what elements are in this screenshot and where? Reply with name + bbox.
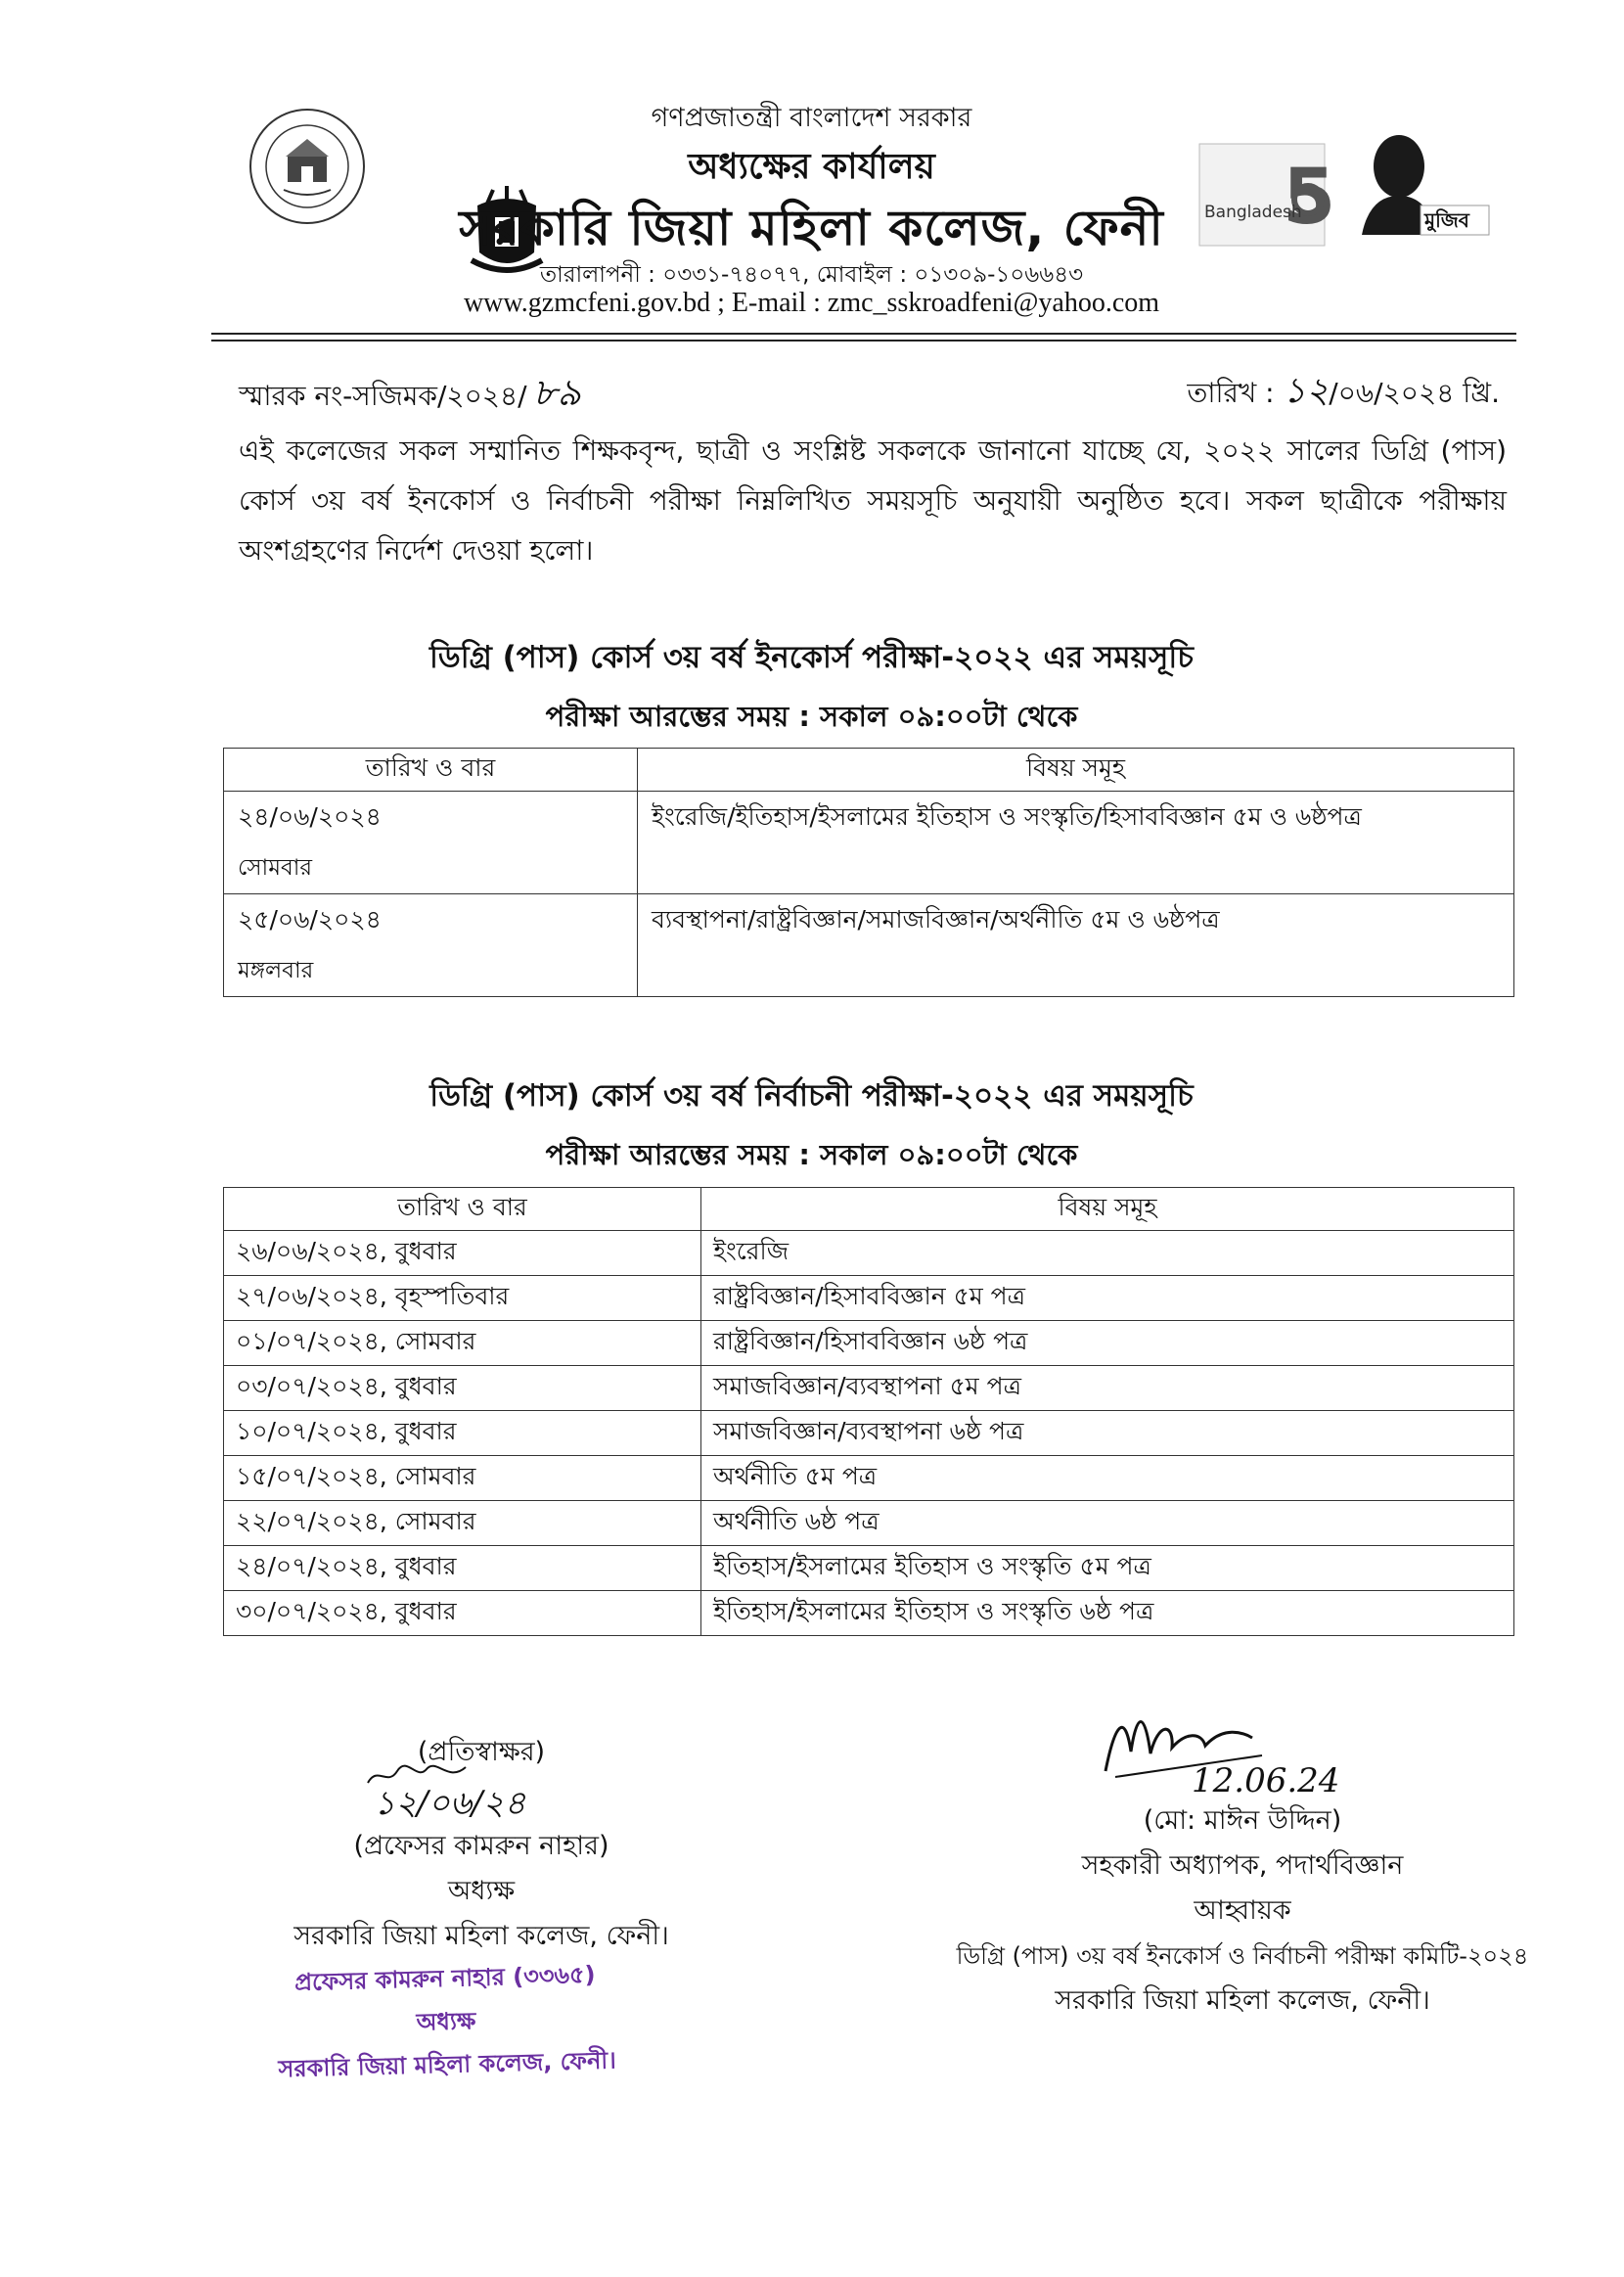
day-text: সোমবার	[238, 855, 313, 881]
contact-phone: তারালাপনী : ০৩৩১-৭৪০৭৭, মোবাইল : ০১৩০৯-১০৬৬৪৩	[539, 262, 1084, 288]
date-cell	[224, 792, 638, 894]
table-row	[224, 1591, 1514, 1636]
svg-text:মুজিব: মুজিব	[1424, 208, 1469, 232]
table-row	[224, 1546, 1514, 1591]
committee-name: ডিগ্রি (পাস) ৩য় বর্ষ ইনকোর্স ও নির্বাচনী পরীক্ষা কমিটি-২০২৪	[956, 1942, 1529, 1970]
principal-name: (প্রফেসর কামরুন নাহার)	[353, 1831, 609, 1861]
table-row	[224, 1366, 1514, 1411]
memo-date	[1187, 364, 1500, 423]
date-cell: ০১/০৭/২০২৪, সোমবার	[224, 1321, 701, 1366]
date-cell: ২৭/০৬/২০২৪, বৃহস্পতিবার	[224, 1276, 701, 1321]
svg-text:Bangladesh: Bangladesh	[1204, 203, 1302, 222]
memo-ref-number: ৮৯	[532, 371, 581, 414]
date-cell: ২২/০৭/২০২৪, সোমবার	[224, 1501, 701, 1546]
principal-handwritten-date: ১২/০৬/২৪	[374, 1784, 526, 1823]
incourse-title: ডিগ্রি (পাস) কোর্স ৩য় বর্ষ ইনকোর্স পরীক্ষা-২০২২ এর সময়সূচি	[429, 640, 1194, 675]
date-day: ১২	[1283, 371, 1330, 411]
col-subject-header: বিষয় সমূহ	[701, 1188, 1514, 1231]
stamp-name: প্রফেসর কামরুন নাহার (৩৩৬৫)	[293, 1960, 596, 1997]
date-cell	[224, 894, 638, 997]
convener-college: সরকারি জিয়া মহিলা কলেজ, ফেনী।	[1055, 1985, 1430, 2016]
subject-cell: সমাজবিজ্ঞান/ব্যবস্থাপনা ৬ষ্ঠ পত্র	[701, 1411, 1514, 1456]
subject-cell: রাষ্ট্রবিজ্ঞান/হিসাববিজ্ঞান ৫ম পত্র	[701, 1276, 1514, 1321]
subject-cell: অর্থনীতি ৫ম পত্র	[701, 1456, 1514, 1501]
subject-cell: সমাজবিজ্ঞান/ব্যবস্থাপনা ৫ম পত্র	[701, 1366, 1514, 1411]
subject-cell: রাষ্ট্রবিজ্ঞান/হিসাববিজ্ঞান ৬ষ্ঠ পত্র	[701, 1321, 1514, 1366]
government-heading: গণপ্রজাতন্ত্রী বাংলাদেশ সরকার	[651, 103, 972, 133]
date-cell: ১০/০৭/২০২৪, বুধবার	[224, 1411, 701, 1456]
day-text: মঙ্গলবার	[238, 958, 314, 983]
date-cell: ৩০/০৭/২০২৪, বুধবার	[224, 1591, 701, 1636]
header-rule-bottom	[211, 340, 1516, 342]
test-exam-schedule-table	[223, 1187, 1514, 1636]
stamp-title: অধ্যক্ষ	[416, 2007, 476, 2036]
col-subject-header: বিষয় সমূহ	[638, 749, 1514, 792]
table-row	[224, 1321, 1514, 1366]
date-rest: /০৬/২০২৪ খ্রি.	[1329, 377, 1500, 409]
incourse-time: পরীক্ষা আরম্ভের সময় : সকাল ০৯:০০টা থেকে	[545, 700, 1078, 733]
date-text: ২৪/০৬/২০২৪	[238, 802, 382, 831]
date-cell: ০৩/০৭/২০২৪, বুধবার	[224, 1366, 701, 1411]
date-text: ২৫/০৬/২০২৪	[238, 905, 382, 934]
date-cell: ২৪/০৭/২০২৪, বুধবার	[224, 1546, 701, 1591]
subject-cell: ইতিহাস/ইসলামের ইতিহাস ও সংস্কৃতি ৬ষ্ঠ পত্র	[701, 1591, 1514, 1636]
test-exam-title: ডিগ্রি (পাস) কোর্স ৩য় বর্ষ নির্বাচনী পরীক্ষা-২০২২ এর সময়সূচি	[429, 1078, 1194, 1114]
table-row	[224, 1456, 1514, 1501]
date-label: তারিখ :	[1187, 377, 1275, 409]
convener-signature-block	[861, 1799, 1624, 2024]
principal-signature-block	[227, 1730, 736, 1959]
principal-college: সরকারি জিয়া মহিলা কলেজ, ফেনী।	[293, 1921, 669, 1951]
table-row	[224, 1276, 1514, 1321]
subject-cell: ইতিহাস/ইসলামের ইতিহাস ও সংস্কৃতি ৫ম পত্র	[701, 1546, 1514, 1591]
memo-ref-label: স্মারক নং-সজিমক/২০২৪/	[239, 380, 527, 412]
subject-cell: ইংরেজি	[701, 1231, 1514, 1276]
stamp-college: সরকারি জিয়া মহিলা কলেজ, ফেনী।	[278, 2046, 617, 2083]
principal-title: অধ্যক্ষ	[447, 1876, 516, 1906]
col-date-header: তারিখ ও বার	[224, 1188, 701, 1231]
table-row	[224, 1501, 1514, 1546]
col-date-header: তারিখ ও বার	[224, 749, 638, 792]
memo-reference	[239, 364, 581, 427]
office-heading: অধ্যক্ষের কার্যালয়	[688, 147, 935, 187]
college-name: সরকারি জিয়া মহিলা কলেজ, ফেনী	[459, 200, 1164, 256]
header-rule-top	[211, 333, 1516, 335]
date-cell: ১৫/০৭/২০২৪, সোমবার	[224, 1456, 701, 1501]
table-header-row	[224, 749, 1514, 792]
subject-cell: ইংরেজি/ইতিহাস/ইসলামের ইতিহাস ও সংস্কৃতি/হিসাববিজ্ঞান ৫ম ও ৬ষ্ঠপত্র	[638, 792, 1514, 894]
table-header-row	[224, 1188, 1514, 1231]
notice-paragraph: এই কলেজের সকল সম্মানিত শিক্ষকবৃন্দ, ছাত্রী ও সংশ্লিষ্ট সকলকে জানানো যাচ্ছে যে, ২০২২ সালের ডিগ্রি (পাস) কোর্স ৩য় বর্ষ ইনকোর্স ও নির্বাচনী পরীক্ষা নিম্নলিখিত সময়সূচি অনুযায়ী অনুষ্ঠিত হবে। সকল ছাত্রীকে পরীক্ষায় অংশগ্রহণের নির্দেশ দেওয়া হলো।	[239, 434, 1507, 567]
contact-web-email: www.gzmcfeni.gov.bd ; E-mail : zmc_sskroadfeni@yahoo.com	[463, 288, 1160, 318]
table-row	[224, 792, 1514, 894]
convener-name: (মো: মাঈন উদ্দিন)	[1143, 1805, 1342, 1836]
incourse-schedule-table	[223, 748, 1514, 997]
principal-signature-area	[227, 1775, 736, 1824]
table-row	[224, 1411, 1514, 1456]
svg-text:5: 5	[1283, 154, 1336, 242]
convener-title: সহকারী অধ্যাপক, পদার্থবিজ্ঞান	[1081, 1850, 1404, 1881]
subject-cell: ব্যবস্থাপনা/রাষ্ট্রবিজ্ঞান/সমাজবিজ্ঞান/অর্থনীতি ৫ম ও ৬ষ্ঠপত্র	[638, 894, 1514, 997]
convener-role: আহ্বায়ক	[1194, 1895, 1291, 1926]
subject-cell: অর্থনীতি ৬ষ্ঠ পত্র	[701, 1501, 1514, 1546]
principal-stamp	[268, 1952, 623, 2090]
date-cell: ২৬/০৬/২০২৪, বুধবার	[224, 1231, 701, 1276]
convener-handwritten-date: 12.06.24	[1192, 1761, 1340, 1800]
table-row	[224, 1231, 1514, 1276]
countersign-label: (প্রতিস্বাক্ষর)	[417, 1737, 546, 1767]
table-row	[224, 894, 1514, 997]
test-exam-time: পরীক্ষা আরম্ভের সময় : সকাল ০৯:০০টা থেকে	[545, 1138, 1078, 1171]
